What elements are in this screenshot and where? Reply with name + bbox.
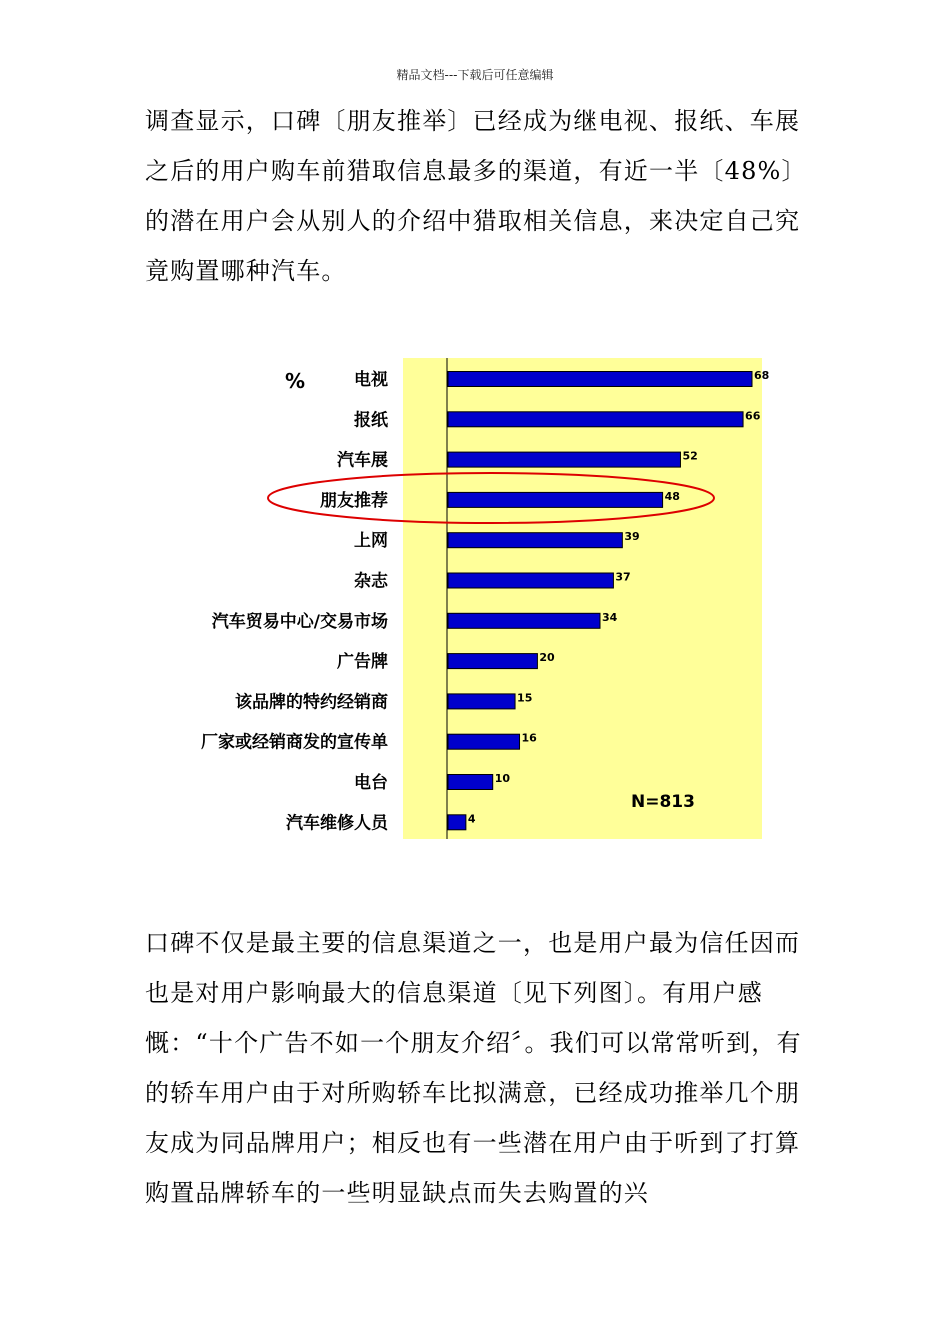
value-label-1: 66: [745, 409, 761, 423]
category-label-8: 该品牌的特约经销商: [235, 692, 388, 713]
value-label-6: 34: [602, 610, 618, 624]
bar-chart-svg: [160, 355, 770, 840]
category-label-1: 报纸: [354, 410, 388, 431]
bar-6: [448, 613, 600, 628]
bar-1: [448, 412, 743, 427]
category-label-4: 上网: [354, 531, 388, 552]
category-label-10: 电台: [354, 773, 388, 793]
plot-background: [403, 358, 762, 839]
value-label-11: 4: [467, 812, 476, 826]
category-label-5: 杂志: [354, 571, 388, 592]
value-label-0: 68: [754, 369, 770, 382]
value-label-10: 10: [494, 772, 511, 785]
bar-11: [448, 815, 466, 830]
bar-5: [448, 573, 613, 588]
paragraph-1: 调查显示，口碑〔朋友推举〕已经成为继电视、报纸、车展之后的用户购车前猎取信息最多的渠道，有近一半〔48%〕的潜在用户会从别人的介绍中猎取相关信息，来决定自己究竟购置哪种汽车。: [145, 107, 807, 285]
category-label-11: 汽车维修人员: [286, 813, 388, 834]
category-label-3: 朋友推荐: [320, 490, 388, 511]
sample-size-note: N=813: [631, 792, 695, 812]
value-label-8: 15: [517, 691, 533, 705]
unit-label: %: [285, 369, 306, 393]
category-label-0: 电视: [354, 370, 388, 390]
category-label-9: 厂家或经销商发的宣传单: [201, 732, 388, 753]
bar-9: [448, 734, 520, 749]
value-label-5: 37: [615, 570, 631, 584]
bar-3: [448, 492, 663, 507]
value-label-9: 16: [521, 731, 537, 745]
value-label-2: 52: [682, 449, 698, 463]
bar-8: [448, 694, 515, 709]
bar-0: [448, 372, 752, 387]
category-label-2: 汽车展: [337, 450, 388, 471]
value-label-3: 48: [664, 489, 680, 503]
page-header: 精品文档---下载后可任意编辑: [396, 68, 554, 82]
category-label-7: 广告牌: [337, 652, 388, 673]
value-label-4: 39: [624, 530, 640, 544]
category-label-6: 汽车贸易中心/交易市场: [211, 611, 388, 632]
bar-10: [448, 775, 493, 790]
bar-chart: [160, 355, 770, 840]
paragraph-2: 口碑不仅是最主要的信息渠道之一，也是用户最为信任因而也是对用户影响最大的信息渠道〔见下列图〕。有用户感慨：“十个广告不如一个朋友介绍〞。我们可以常常听到，有的轿车用户由于对所购轿车比拟满意，已经成功推举几个朋友成为同品牌用户；相反也有一些潜在用户由于听到了打算购置品牌轿车的一些明显缺点而失去购置的兴: [145, 929, 802, 1207]
bar-7: [448, 654, 537, 669]
value-label-7: 20: [539, 651, 555, 665]
bar-4: [448, 533, 622, 548]
bar-2: [448, 452, 680, 467]
